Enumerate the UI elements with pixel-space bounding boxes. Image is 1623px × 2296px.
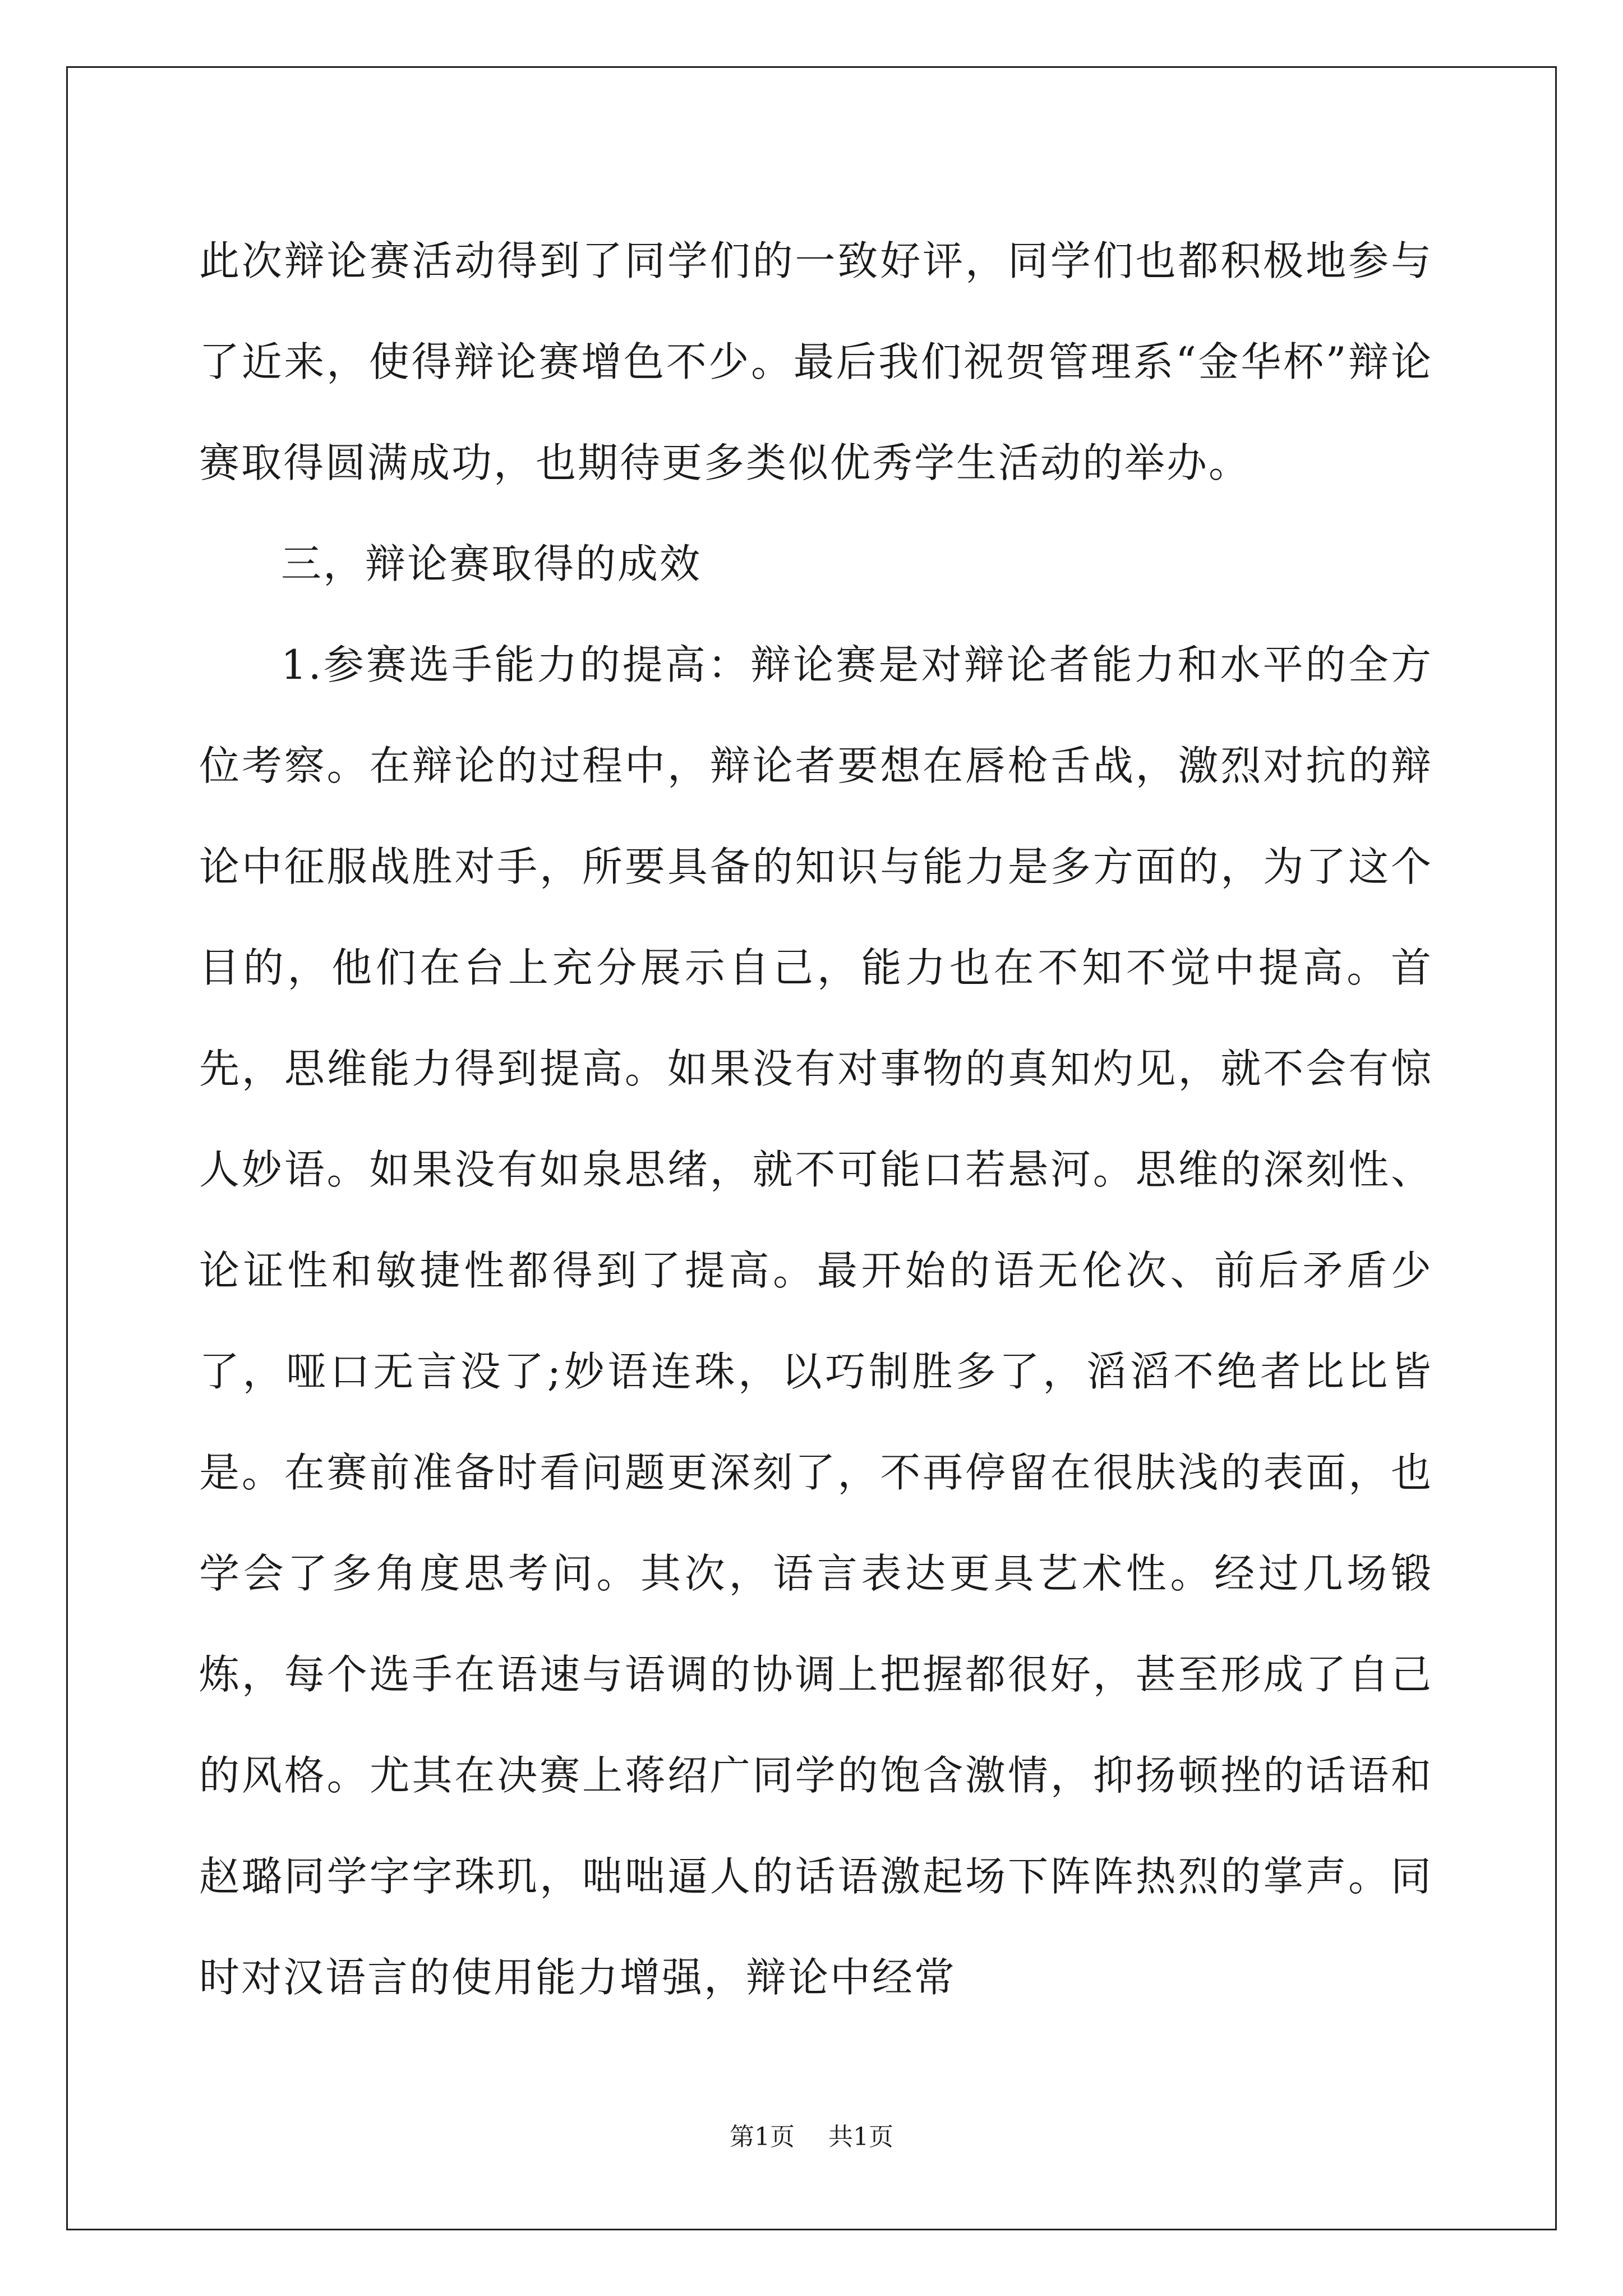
page-number: 第1页 xyxy=(730,2123,795,2151)
section-heading: 三，辩论赛取得的成效 xyxy=(281,540,702,587)
paragraph-closing: 此次辩论赛活动得到了同学们的一致好评，同学们也都积极地参与了近来，使得辩论赛增色不少。最后我们祝贺管理系“金华杯”辩论赛取得圆满成功，也期待更多类似优秀学生活动的举办。 xyxy=(199,237,1433,486)
page-footer xyxy=(0,2120,1623,2154)
document-body xyxy=(199,210,1433,2028)
page-total: 共1页 xyxy=(828,2123,893,2151)
paragraph-ability: 1.参赛选手能力的提高：辩论赛是对辩论者能力和水平的全方位考察。在辩论的过程中，辩论者要想在唇枪舌战，激烈对抗的辩论中征服战胜对手，所要具备的知识与能力是多方面的，为了这个目的，他们在台上充分展示自己，能力也在不知不觉中提高。首先，思维能力得到提高。如果没有对事物的真知灼见，就不会有惊人妙语。如果没有如泉思绪，就不可能口若悬河。思维的深刻性、论证性和敏捷性都得到了提高。最开始的语无伦次、前后矛盾少了，哑口无言没了;妙语连珠，以巧制胜多了，滔滔不绝者比比皆是。在赛前准备时看问题更深刻了，不再停留在很肤浅的表面，也学会了多角度思考问。其次，语言表达更具艺术性。经过几场锻炼，每个选手在语速与语调的协调上把握都很好，甚至形成了自己的风格。尤其在决赛上蒋绍广同学的饱含激情，抑扬顿挫的话语和赵璐同学字字珠玑，咄咄逼人的话语激起场下阵阵热烈的掌声。同时对汉语言的使用能力增强，辩论中经常 xyxy=(199,641,1433,2001)
